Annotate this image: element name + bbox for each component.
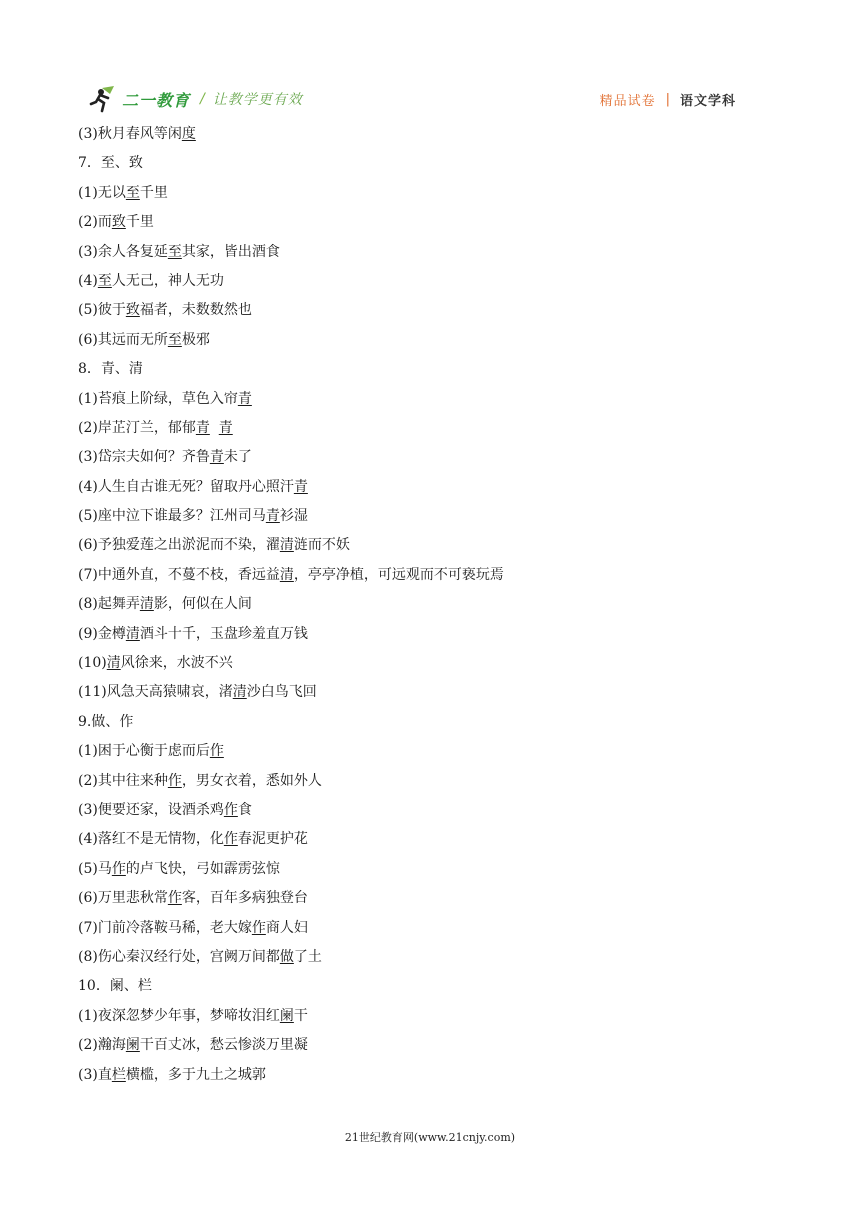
underlined-character: 清 [139, 596, 154, 613]
underlined-character: 作 [167, 890, 182, 907]
text-segment: (1)无以 [78, 184, 126, 201]
text-line [78, 620, 778, 649]
text-segment: (9)金樽 [78, 625, 126, 642]
text-segment: (7)门前冷落鞍马稀，老大嫁 [78, 919, 252, 936]
text-segment: 未了 [223, 449, 252, 466]
text-segment: 干 [293, 1007, 308, 1024]
text-segment: (2)而 [78, 214, 112, 231]
text-segment: 风徐来，水波不兴 [120, 655, 233, 672]
text-segment: ，亭亭净植，可远观而不可亵玩焉 [293, 566, 504, 583]
text-segment: (2)其中往来种 [78, 772, 168, 789]
underlined-character: 阑 [125, 1037, 140, 1054]
underlined-character: 清 [279, 537, 294, 554]
text-segment: 干百丈冰，愁云惨淡万里凝 [139, 1037, 308, 1054]
text-segment: (3)直 [78, 1066, 112, 1083]
text-line [78, 708, 778, 737]
text-segment: (4)人生自古谁无死？留取丹心照汗 [78, 478, 294, 495]
text-line [78, 238, 778, 267]
underlined-character: 青 [265, 508, 280, 525]
underlined-character: 作 [209, 743, 224, 760]
text-line [78, 120, 778, 149]
text-segment: 9.做、作 [78, 713, 134, 730]
text-segment [210, 420, 219, 436]
text-segment: (1)苔痕上阶绿，草色入帘 [78, 390, 238, 407]
text-segment: 食 [237, 801, 252, 818]
header-tags [600, 90, 736, 109]
text-segment: 横槛，多于九土之城郭 [125, 1066, 266, 1083]
text-line [78, 326, 778, 355]
text-segment: (5)座中泣下谁最多？江州司马 [78, 508, 266, 525]
brand-name: 二一教育 [122, 90, 191, 110]
underlined-character: 至 [167, 331, 182, 348]
text-segment: (8)伤心秦汉经行处，宫阙万间都 [78, 948, 280, 965]
text-segment: 酒斗十千，玉盘珍羞直万钱 [139, 625, 308, 642]
text-line [78, 914, 778, 943]
text-line [78, 208, 778, 237]
underlined-character: 青 [293, 478, 308, 495]
text-segment: (6)予独爱莲之出淤泥而不染，濯 [78, 537, 280, 554]
text-segment: (8)起舞弄 [78, 596, 140, 613]
text-line [78, 678, 778, 707]
text-segment: (5)彼于 [78, 302, 126, 319]
text-line [78, 443, 778, 472]
text-segment: 了土 [293, 948, 322, 965]
text-line [78, 590, 778, 619]
text-segment: ，男女衣着，悉如外人 [181, 772, 322, 789]
text-segment: (4) [78, 272, 98, 289]
text-segment: (2)岸芷汀兰，郁郁 [78, 419, 196, 436]
text-line [78, 355, 778, 384]
underlined-character: 栏 [111, 1066, 126, 1083]
text-segment: (3)秋月春风等闲 [78, 126, 182, 142]
tag-subject: 语文学科 [679, 94, 736, 109]
text-line [78, 1061, 778, 1090]
text-segment: 其家，皆出酒食 [181, 243, 280, 260]
underlined-character: 清 [232, 684, 247, 701]
text-line [78, 825, 778, 854]
text-segment: 沙白鸟飞回 [246, 684, 317, 701]
underlined-character: 度 [181, 126, 196, 142]
underlined-character: 青 [195, 419, 210, 436]
underlined-character: 致 [125, 302, 140, 319]
underlined-character: 青 [237, 390, 252, 407]
text-segment: (3)余人各复延 [78, 243, 168, 260]
text-segment: 涟而不妖 [293, 537, 350, 554]
text-line [78, 561, 778, 590]
text-segment: 衫湿 [279, 508, 308, 525]
text-line [78, 855, 778, 884]
text-line [78, 972, 778, 1001]
brand-slogan: 让教学更有效 [212, 92, 303, 108]
text-segment: 客，百年多病独登台 [181, 890, 308, 907]
text-segment: 极邪 [181, 331, 210, 348]
text-segment: (11)风急天高猿啸哀，渚 [78, 684, 233, 701]
underlined-character: 清 [106, 655, 121, 672]
text-segment: (4)落红不是无情物，化 [78, 831, 224, 848]
text-line [78, 502, 778, 531]
underlined-character: 至 [125, 184, 140, 201]
text-line [78, 649, 778, 678]
text-segment: 千里 [125, 214, 154, 231]
text-line [78, 296, 778, 325]
text-segment: (1)夜深忽梦少年事，梦啼妆泪红 [78, 1007, 280, 1024]
runner-logo-icon [88, 84, 120, 114]
text-segment: (1)困于心衡于虑而后 [78, 743, 210, 760]
text-segment: (2)瀚海 [78, 1037, 126, 1054]
text-segment: (3)便要还家，设酒杀鸡 [78, 801, 224, 818]
underlined-character: 作 [223, 831, 238, 848]
text-segment: 的卢飞快，弓如霹雳弦惊 [125, 860, 280, 877]
text-segment: 影，何似在人间 [153, 596, 252, 613]
text-line [78, 149, 778, 178]
text-line [78, 943, 778, 972]
document-body [78, 120, 778, 1090]
text-line [78, 796, 778, 825]
text-segment: (10) [78, 655, 107, 672]
underlined-character: 至 [167, 243, 182, 260]
text-segment: (5)马 [78, 860, 112, 877]
brand-logo [88, 84, 303, 114]
underlined-character: 清 [279, 566, 294, 583]
text-segment: (7)中通外直，不蔓不枝，香远益 [78, 566, 280, 583]
tag-separator: | [665, 92, 670, 107]
underlined-character: 作 [223, 801, 238, 818]
text-line [78, 1002, 778, 1031]
text-line [78, 1031, 778, 1060]
underlined-character: 作 [111, 860, 126, 877]
text-line [78, 531, 778, 560]
text-segment: 10．阑、栏 [78, 978, 152, 995]
text-segment: 福者，未数数然也 [139, 302, 252, 319]
text-line [78, 737, 778, 766]
text-segment: 人无己，神人无功 [111, 272, 224, 289]
underlined-character: 阑 [279, 1007, 294, 1024]
text-segment: (6)万里悲秋常 [78, 890, 168, 907]
text-line [78, 884, 778, 913]
text-line [78, 473, 778, 502]
text-segment: 8．青、清 [78, 361, 143, 378]
underlined-character: 青 [218, 419, 233, 436]
text-line [78, 385, 778, 414]
text-segment: 春泥更护花 [237, 831, 308, 848]
underlined-character: 至 [97, 272, 112, 289]
text-line [78, 414, 778, 443]
underlined-character: 清 [125, 625, 140, 642]
divider-slash: / [200, 91, 205, 107]
text-segment: 千里 [139, 184, 168, 201]
text-line [78, 179, 778, 208]
page-header [0, 0, 860, 120]
text-segment: (3)岱宗夫如何？齐鲁 [78, 449, 210, 466]
underlined-character: 做 [279, 948, 294, 965]
text-segment: 商人妇 [265, 919, 308, 936]
underlined-character: 青 [209, 449, 224, 466]
text-line [78, 267, 778, 296]
underlined-character: 作 [251, 919, 266, 936]
underlined-character: 作 [167, 772, 182, 789]
underlined-character: 致 [111, 214, 126, 231]
text-segment: 7．至、致 [78, 155, 143, 172]
text-segment: (6)其远而无所 [78, 331, 168, 348]
text-line [78, 767, 778, 796]
page-footer: 21世纪教育网(www.21cnjy.com) [344, 1131, 516, 1144]
tag-premium-paper: 精品试卷 [599, 94, 656, 109]
